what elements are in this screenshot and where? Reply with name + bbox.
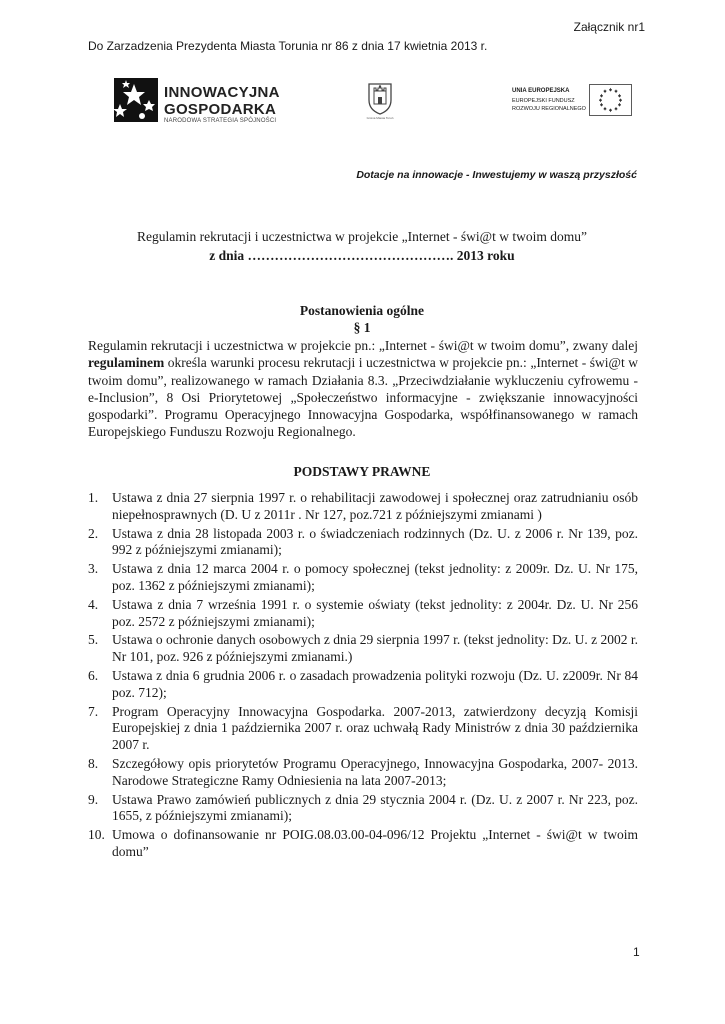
list-item-number: 3. bbox=[88, 561, 99, 577]
ig-title-line2: GOSPODARKA bbox=[164, 101, 277, 118]
list-item bbox=[88, 632, 638, 666]
list-item-text: Szczegółowy opis priorytetów Programu Operacyjnego, Innowacyjna Gospodarka, 2007- 2013. Narodowe Strategiczne Ramy Odniesienia na lata 2007-2013; bbox=[112, 755, 638, 788]
list-item bbox=[88, 526, 638, 560]
coat-of-arms-icon bbox=[365, 82, 395, 116]
list-item-number: 9. bbox=[88, 791, 99, 807]
ue-fund-line2: ROZWOJU REGIONALNEGO bbox=[512, 106, 586, 112]
ue-title: UNIA EUROPEJSKA bbox=[512, 88, 570, 94]
intro-paragraph bbox=[88, 337, 638, 441]
document-date-line: z dnia ………………………………………. 2013 roku bbox=[209, 248, 515, 263]
list-item-number: 1. bbox=[88, 490, 99, 505]
list-item bbox=[88, 704, 638, 754]
list-item-text: Ustawa Prawo zamówień publicznych z dnia 29 stycznia 2004 r. (Dz. U. z 2007 r. Nr 223, poz. 1655, z późniejszymi zmianami); bbox=[112, 791, 638, 824]
tagline: Dotacje na innowacje - Inwestujemy w waszą przyszłość bbox=[356, 169, 637, 181]
list-item-text: Ustawa o ochronie danych osobowych z dnia 29 sierpnia 1997 r. (tekst jednolity: Dz. U. z 2002 r. Nr 101, poz. 926 z późniejszymi zmianami.) bbox=[112, 632, 639, 665]
ig-title-line1: INNOWACYJNA bbox=[164, 84, 280, 101]
list-item bbox=[88, 668, 638, 702]
eu-logo bbox=[512, 84, 642, 124]
innowacyjna-gospodarka-logo bbox=[112, 74, 292, 126]
intro-text-rest: określa warunki procesu rekrutacji i uczestnictwa w projekcie pn.: „Internet - świ@t w twoim domu”, realizowanego w ramach Działania 8.3. „Przeciwdziałanie wykluczeniu cyfrowemu - e-Inclusion”, 8 Osi Priorytetowej „Społeczeństwo informacyjne - zwiększanie innowacyjności gospodarki”. Programu Operacyjnego Innowacyjna Gospodarka, współfinansowanego w ramach Europejskiego Funduszu Rozwoju Regionalnego. bbox=[88, 355, 638, 440]
list-item-number: 5. bbox=[88, 632, 99, 648]
star-figure-icon bbox=[112, 74, 160, 126]
list-item-text: Umowa o dofinansowanie nr POIG.08.03.00-04-096/12 Projektu „Internet - świ@t w twoim domu” bbox=[112, 827, 638, 859]
intro-bold-term: regulaminem bbox=[88, 355, 165, 371]
ue-fund-line1: EUROPEJSKI FUNDUSZ bbox=[512, 98, 575, 104]
intro-text-start: Regulamin rekrutacji i uczestnictwa w projekcie pn.: „Internet - świ@t w twoim domu”, zwany dalej bbox=[88, 338, 638, 353]
list-item-number: 8. bbox=[88, 755, 99, 771]
list-item-text: Ustawa z dnia 28 listopada 2003 r. o świadczeniach rodzinnych (Dz. U. z 2006 r. Nr 139, poz. 992 z późniejszymi zmianami); bbox=[112, 525, 638, 558]
list-item-number: 6. bbox=[88, 667, 99, 683]
list-item-text: Ustawa z dnia 6 grudnia 2006 r. o zasadach prowadzenia polityki rozwoju (Dz. U. z2009r. Nr 84 poz. 712); bbox=[112, 667, 638, 700]
annex-label: Załącznik nr1 bbox=[573, 20, 645, 34]
list-item bbox=[88, 792, 638, 826]
general-provisions-heading: Postanowienia ogólne bbox=[299, 303, 425, 318]
eu-flag-icon bbox=[589, 84, 632, 116]
list-item bbox=[88, 756, 638, 790]
list-item-text: Ustawa z dnia 7 września 1991 r. o systemie oświaty (tekst jednolity: z 2004r. Dz. U. Nr 256 poz. 2572 z późniejszymi zmianami); bbox=[112, 596, 638, 629]
document-title: Regulamin rekrutacji i uczestnictwa w projekcie „Internet - świ@t w twoim domu” bbox=[137, 229, 587, 244]
decree-reference: Do Zarzadzenia Prezydenta Miasta Torunia nr 86 z dnia 17 kwietnia 2013 r. bbox=[88, 39, 488, 53]
list-item-text: Ustawa z dnia 12 marca 2004 r. o pomocy społecznej (tekst jednolity: z 2009r. Dz. U. Nr 175, poz. 1362 z późniejszymi zmianami); bbox=[112, 561, 638, 593]
torun-caption: Gmina Miasta Toruń bbox=[366, 116, 394, 120]
list-item-text: Ustawa z dnia 27 sierpnia 1997 r. o rehabilitacji zawodowej i społecznej oraz zatrudnianiu osób niepełnosprawnych (D. U z 2011r . Nr 127, poz.721 z późniejszymi zmianami ) bbox=[112, 490, 638, 522]
page-number: 1 bbox=[633, 945, 640, 959]
list-item bbox=[88, 597, 638, 631]
list-item-number: 10. bbox=[88, 827, 105, 843]
legal-basis-list bbox=[88, 490, 638, 863]
section-number: § 1 bbox=[353, 320, 371, 335]
ig-subtitle: NARODOWA STRATEGIA SPÓJNOŚCI bbox=[164, 118, 277, 124]
list-item bbox=[88, 561, 638, 595]
legal-basis-heading: PODSTAWY PRAWNE bbox=[293, 464, 431, 479]
torun-coat-of-arms bbox=[365, 82, 395, 122]
list-item-number: 7. bbox=[88, 703, 99, 719]
list-item bbox=[88, 490, 638, 524]
list-item-text: Program Operacyjny Innowacyjna Gospodarka. 2007-2013, zatwierdzony decyzją Komisji Europejskiej z dnia 1 października 2007 r. oraz uchwałą Rady Ministrów z dnia 30 października 2007 r. bbox=[112, 703, 638, 753]
list-item-number: 4. bbox=[88, 596, 99, 612]
list-item-number: 2. bbox=[88, 525, 99, 541]
list-item bbox=[88, 827, 638, 861]
